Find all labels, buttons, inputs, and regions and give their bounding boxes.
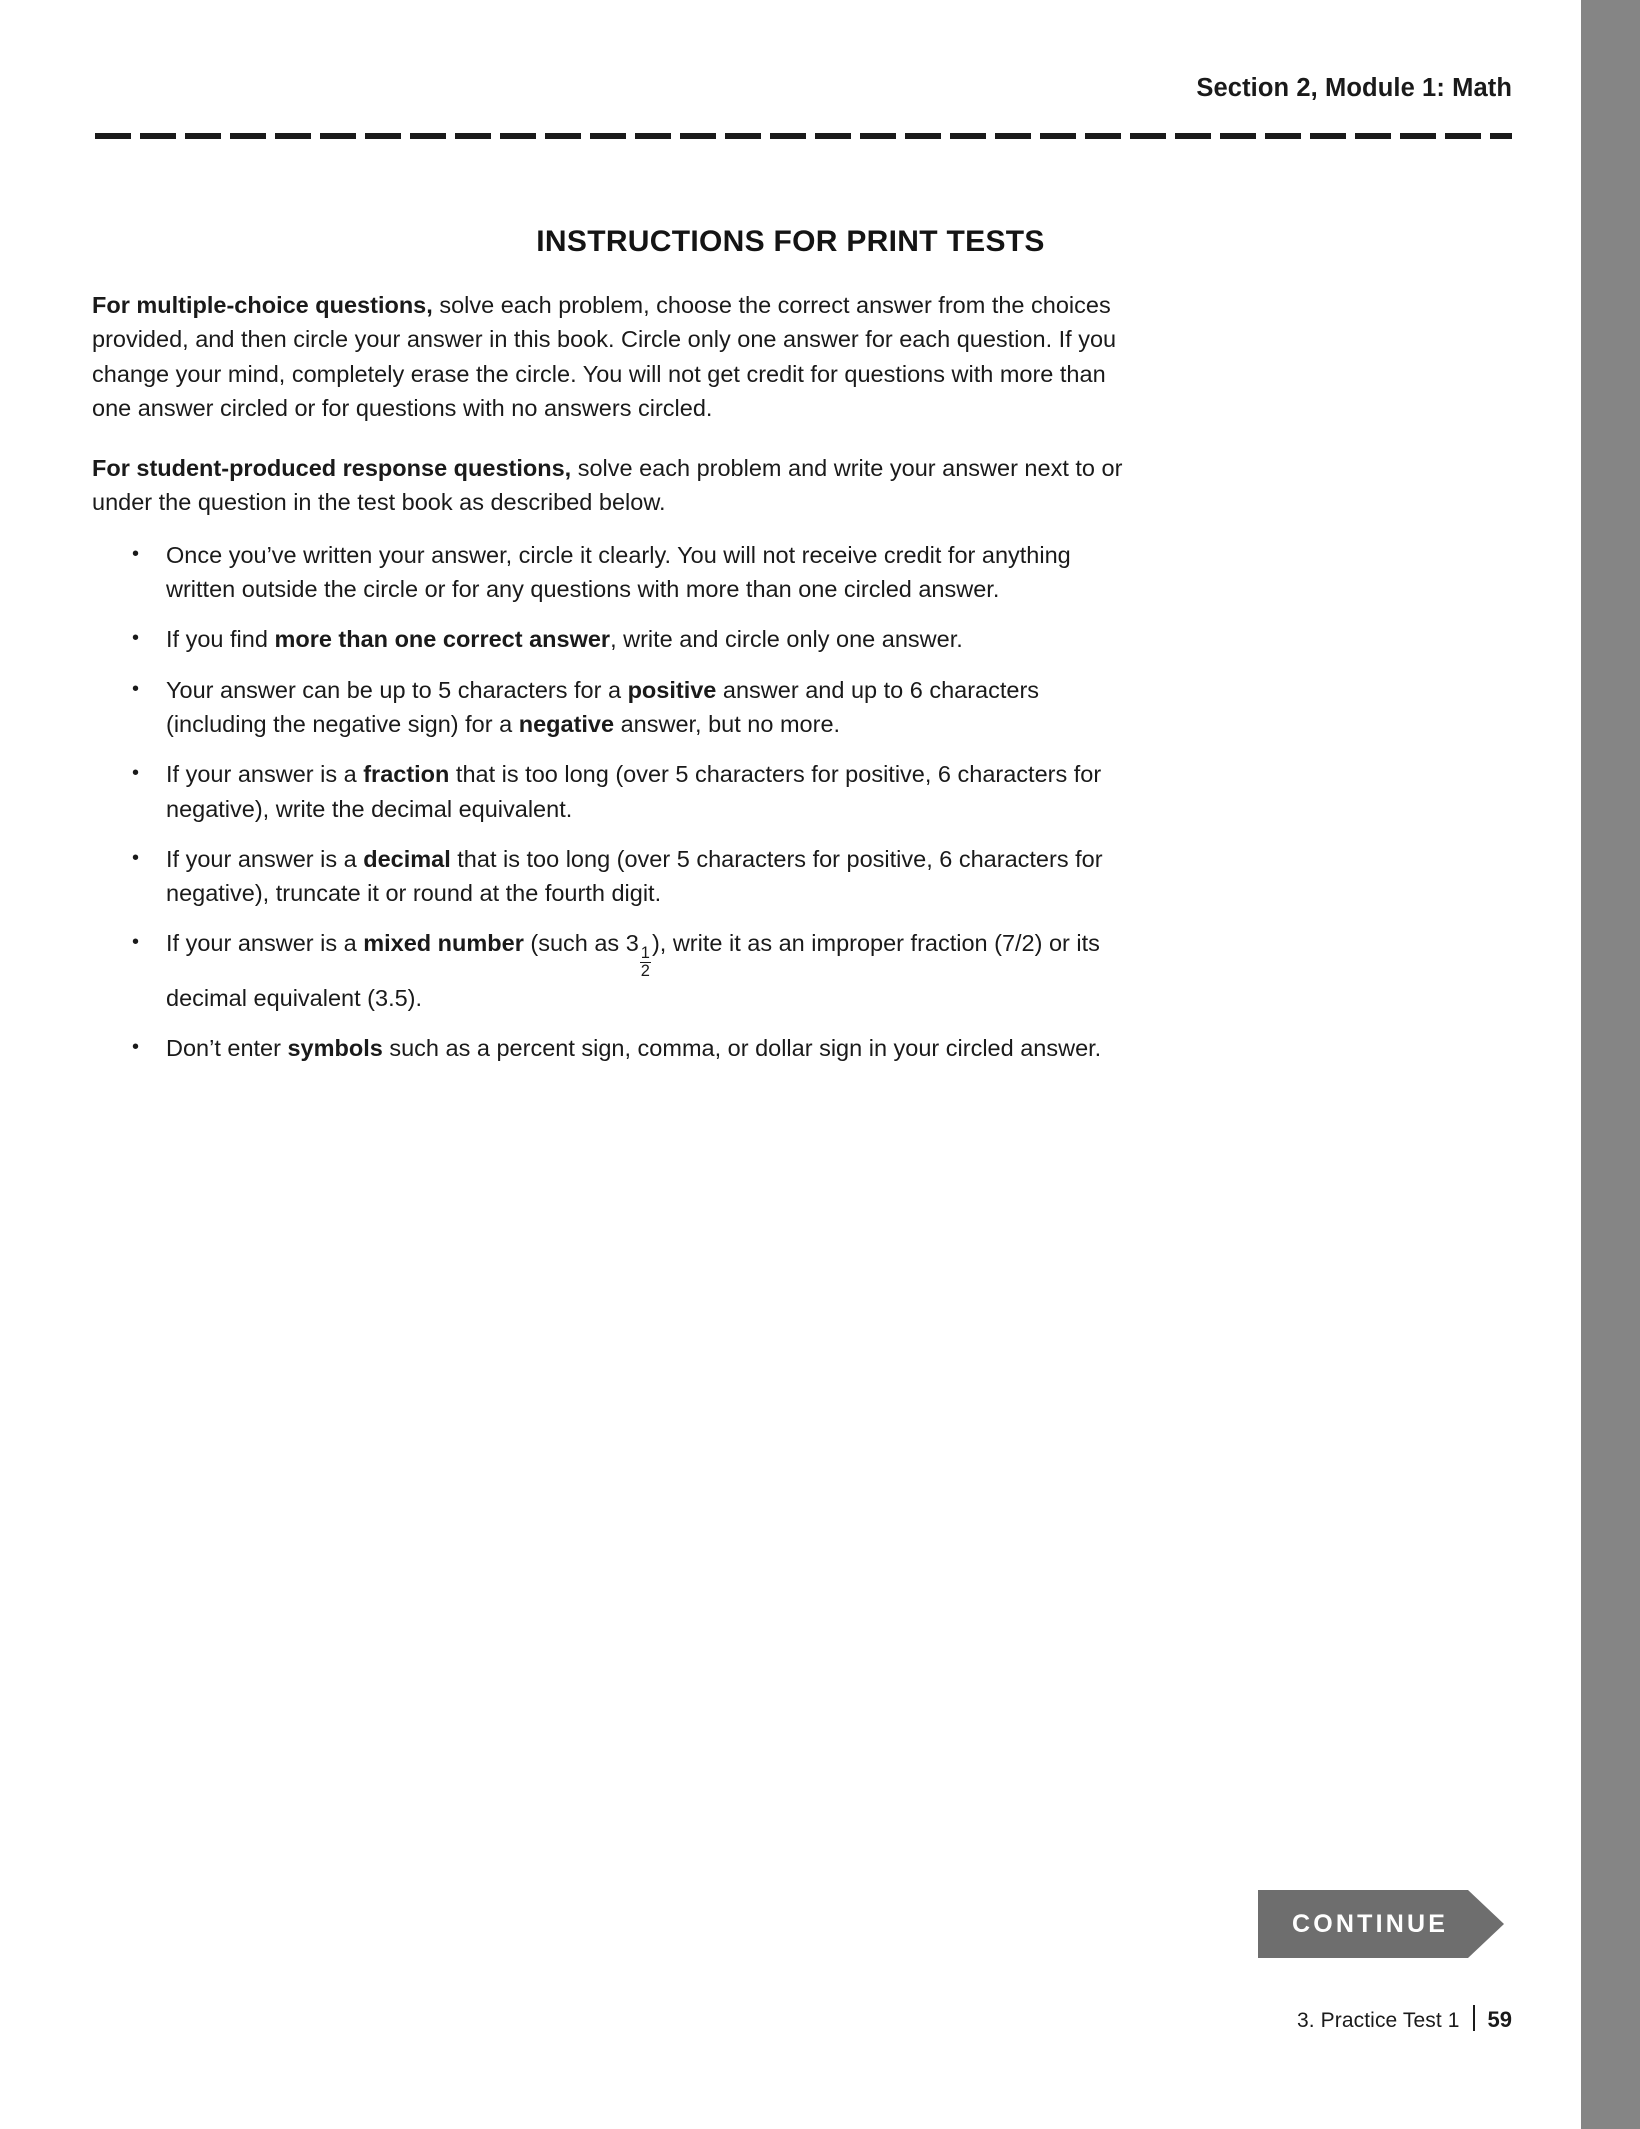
fraction-numerator: 1 <box>640 944 650 963</box>
list-item-text: ), write it as an improper fraction (7/2) or its decimal equivalent (3.5). <box>166 930 1100 1011</box>
folio-chapter-label: 3. Practice Test 1 <box>1297 2009 1460 2032</box>
continue-label: CONTINUE <box>1292 1909 1449 1938</box>
list-item-emphasis: positive <box>627 676 717 703</box>
instructions-body <box>92 288 1137 1065</box>
list-item-emphasis: more than one correct answer <box>274 626 611 653</box>
list-item <box>92 538 1137 607</box>
arrow-right-icon <box>1468 1890 1504 1958</box>
list-item-text: such as a percent sign, comma, or dollar sign in your circled answer. <box>382 1034 1102 1061</box>
paragraph-text: solve each problem, choose the correct answer from the choices provided, and then circle your answer in this book. Circle only one answer for each question. If you change your mind, completely erase the circle. You will not get credit for questions with more than one answer circled or for questions with no answers circled. <box>92 292 1117 421</box>
continue-banner <box>1258 1890 1504 1958</box>
list-item-text: that is too long (over 5 characters for positive, 6 characters for negative), write the decimal equivalent. <box>166 761 1102 822</box>
mixed-number <box>625 930 652 981</box>
list-item <box>92 926 1137 1014</box>
list-item-text: If your answer is a <box>166 930 364 957</box>
list-item <box>92 757 1137 826</box>
header-dashed-rule <box>95 133 1512 139</box>
list-item-emphasis: symbols <box>287 1034 383 1061</box>
list-item-text: that is too long (over 5 characters for positive, 6 characters for negative), truncate it or round at the fourth digit. <box>166 845 1103 907</box>
list-item-text: (such as <box>523 930 626 957</box>
list-item-text: Once you’ve written your answer, circle it clearly. You will not receive credit for anything written outside the circle or for any questions with more than one circled answer. <box>166 541 1071 603</box>
page-title: INSTRUCTIONS FOR PRINT TESTS <box>536 225 1045 259</box>
folio-page-number: 59 <box>1487 2007 1512 2032</box>
list-item-text: Don’t enter <box>166 1034 288 1061</box>
list-item-text: If you find <box>166 626 275 653</box>
running-head: Section 2, Module 1: Math <box>1196 74 1512 102</box>
list-item <box>92 842 1137 911</box>
paragraph-text: solve each problem and write your answer next to or under the question in the test book as described below. <box>92 455 1123 516</box>
folio-divider <box>1473 2005 1475 2031</box>
list-item-text: answer, but no more. <box>614 710 841 737</box>
fraction <box>640 945 651 980</box>
footer-folio <box>1000 2001 1512 2033</box>
list-item <box>92 1031 1137 1065</box>
list-item-text: answer and up to 6 characters (including the negative sign) for a <box>166 676 1040 737</box>
instruction-bullet-list <box>92 538 1137 1065</box>
list-item-emphasis: mixed number <box>363 930 524 957</box>
fraction-denominator: 2 <box>640 962 650 981</box>
mixed-number-whole: 3 <box>625 930 639 957</box>
list-item-text: , write and circle only one answer. <box>610 626 963 653</box>
list-item-emphasis: fraction <box>363 761 450 788</box>
list-item-text: Your answer can be up to 5 characters for a <box>166 676 628 703</box>
list-item <box>92 673 1137 742</box>
list-item <box>92 622 1137 656</box>
list-item-text: If your answer is a <box>166 761 364 788</box>
list-item-emphasis: negative <box>518 710 615 737</box>
paragraph-lead-in: For multiple-choice questions, <box>92 292 433 318</box>
list-item-emphasis: decimal <box>363 845 451 872</box>
list-item-text: If your answer is a <box>166 845 364 872</box>
paragraph-multiple-choice <box>92 288 1137 425</box>
continue-banner-body <box>1258 1890 1468 1958</box>
paragraph-lead-in: For student-produced response questions, <box>92 455 572 482</box>
paragraph-student-produced <box>92 451 1137 520</box>
page-edge-band <box>1581 0 1640 2129</box>
